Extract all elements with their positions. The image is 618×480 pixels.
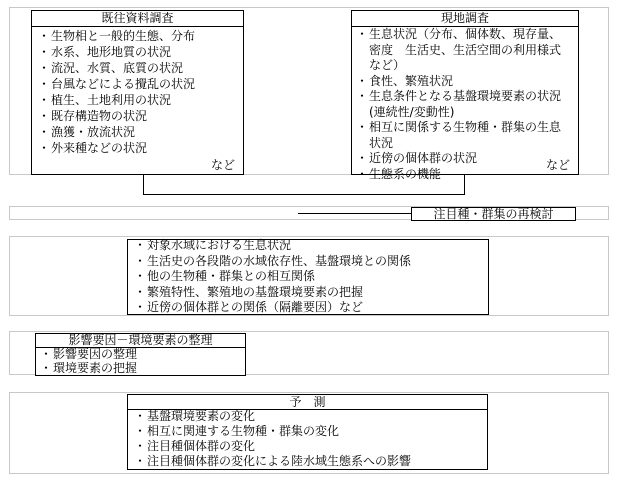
list-item: ・ 流況、水質、底質の状況 — [40, 60, 239, 76]
list-item: ・ 近傍の個体群の状況 — [358, 151, 574, 167]
existing-data-etc: など — [210, 158, 235, 172]
list-item: ・ 生活史の各段階の水域依存性、基盤環境との関係 — [136, 254, 484, 270]
prediction-box — [127, 394, 488, 470]
prediction-list — [136, 409, 483, 469]
list-item: ・ 台風などによる攪乱の状況 — [40, 76, 239, 92]
list-item: ・ 植生、土地利用の状況 — [40, 92, 239, 108]
prediction-title: 予 測 — [128, 395, 487, 410]
list-item: ・ 生息状況（分布、個体数、現存量、密度 生活史、生活空間の利用様式など） — [358, 27, 569, 74]
list-item: ・ 対象水域における生息状況 — [136, 238, 484, 254]
list-item: ・ 食性、繁殖状況 — [358, 74, 574, 90]
connector-to-reexamination — [298, 213, 411, 214]
existing-data-list — [40, 28, 239, 156]
list-item: ・ 水系、地形地質の状況 — [40, 44, 239, 60]
field-survey-list — [358, 27, 574, 182]
field-survey-box — [351, 10, 579, 181]
list-item: ・ 生息条件となる基盤環境要素の状況(連続性/変動性) — [358, 89, 569, 120]
list-item: ・ 相互に関連する生物種・群集の変化 — [136, 424, 483, 439]
list-item: ・ 生態系の機能 — [358, 167, 574, 183]
list-item: ・ 漁獲・放流状況 — [40, 124, 239, 140]
list-item: ・ 注目種個体群の変化 — [136, 439, 483, 454]
analysis-list — [136, 238, 484, 316]
impact-box — [35, 333, 246, 376]
connector-left-down — [143, 174, 144, 194]
analysis-box — [127, 239, 489, 315]
impact-list — [42, 347, 241, 375]
field-survey-title: 現地調査 — [352, 11, 578, 27]
list-item: ・ 影響要因の整理 — [42, 347, 241, 361]
existing-data-title: 既往資料調査 — [32, 11, 243, 27]
list-item: ・ 基盤環境要素の変化 — [136, 409, 483, 424]
list-item: ・ 外来種などの状況 — [40, 140, 239, 156]
list-item: ・ 既存構造物の状況 — [40, 108, 239, 124]
list-item: ・ 近傍の個体群との関係（隔離要因）など — [136, 300, 484, 316]
impact-title: 影響要因－環境要素の整理 — [36, 334, 245, 348]
reexamination-label: 注目種・群集の再検討 — [411, 207, 576, 221]
existing-data-box — [31, 10, 244, 175]
list-item: ・ 他の生物種・群集との相互関係 — [136, 269, 484, 285]
list-item: ・ 注目種個体群の変化による陸水域生態系への影響 — [136, 454, 483, 469]
list-item: ・ 相互に関係する生物種・群集の生息状況 — [358, 120, 569, 151]
field-survey-etc: など — [545, 158, 570, 172]
list-item: ・ 環境要素の把握 — [42, 361, 241, 375]
list-item: ・ 生物相と一般的生態、分布 — [40, 28, 239, 44]
connector-horizontal — [143, 194, 465, 195]
list-item: ・ 繁殖特性、繁殖地の基盤環境要素の把握 — [136, 285, 484, 301]
